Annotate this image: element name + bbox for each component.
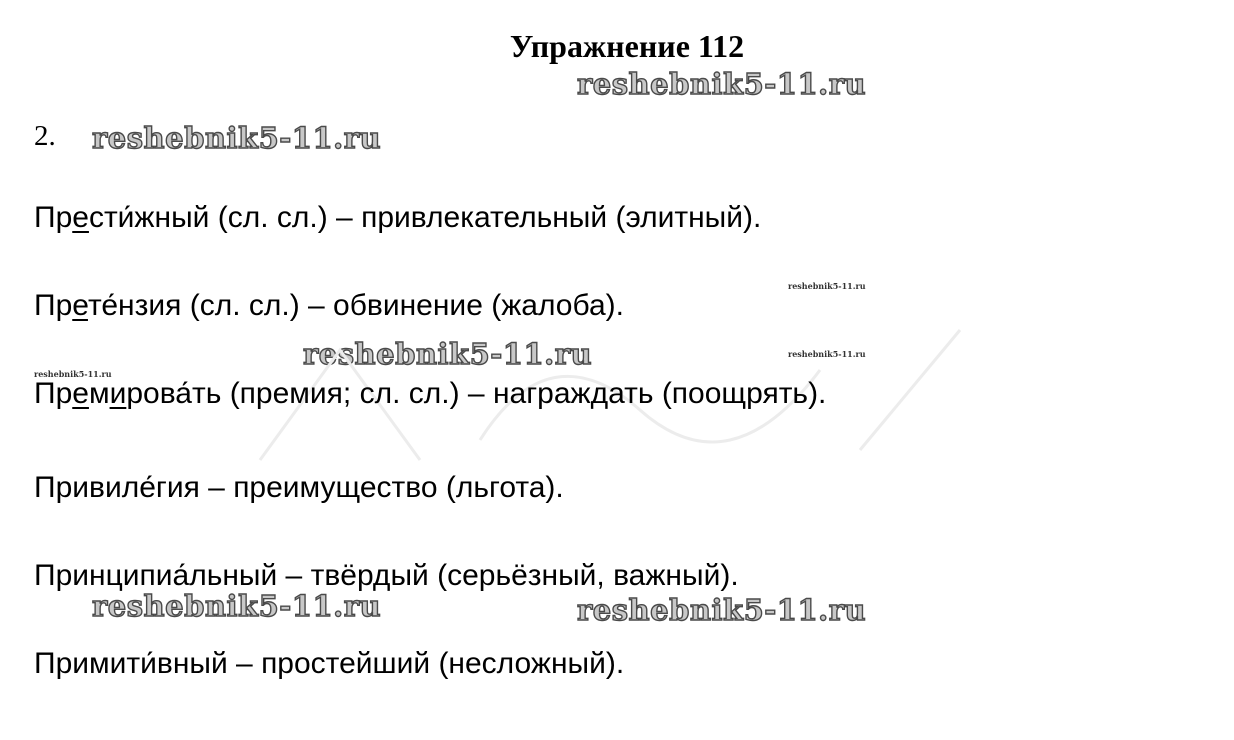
page-title: Упражнение 112: [509, 28, 745, 64]
underlined-letter: е: [72, 201, 89, 234]
entry-text-before: Пр: [34, 377, 73, 410]
entry-line: [34, 558, 739, 594]
entry-text-before: Пр: [34, 289, 73, 322]
entry-line: [34, 288, 624, 324]
entry-text: Привиле́гия – преимущество (льгота).: [34, 471, 564, 504]
entry-text-after: сти́жный (сл. сл.) – привлекательный (элитный).: [88, 201, 762, 234]
watermark-small: reshebnik5-11.ru: [788, 349, 866, 359]
entry-text-before: Пр: [34, 201, 73, 234]
entry-line: [34, 200, 761, 236]
watermark-logo: reshebnik5-11.ru: [303, 337, 593, 371]
entry-text: Примити́вный – простейший (несложный).: [34, 647, 625, 680]
entry-text-after: те́нзия (сл. сл.) – обвинение (жалоба).: [87, 289, 624, 322]
watermark-logo: reshebnik5-11.ru: [92, 589, 382, 623]
entry-line: [34, 646, 624, 682]
entry-text-after: рова́ть (премия; сл. сл.) – награждать (поощрять).: [126, 377, 827, 410]
item-number: 2.: [34, 120, 56, 152]
watermark-logo: reshebnik5-11.ru: [577, 593, 867, 627]
underlined-letter: е: [72, 377, 89, 410]
underlined-letter: е: [72, 289, 88, 322]
entry-line: [34, 376, 826, 412]
watermark-logo: reshebnik5-11.ru: [92, 121, 382, 155]
entry-line: [34, 470, 564, 506]
entry-text: Принципиа́льный – твёрдый (серьёзный, важный).: [34, 559, 739, 592]
underlined-letter: и: [109, 377, 127, 410]
entry-text-middle: м: [88, 377, 110, 410]
watermark-small: reshebnik5-11.ru: [788, 281, 866, 291]
watermark-logo: reshebnik5-11.ru: [577, 67, 867, 101]
watermark-small: reshebnik5-11.ru: [34, 369, 112, 379]
